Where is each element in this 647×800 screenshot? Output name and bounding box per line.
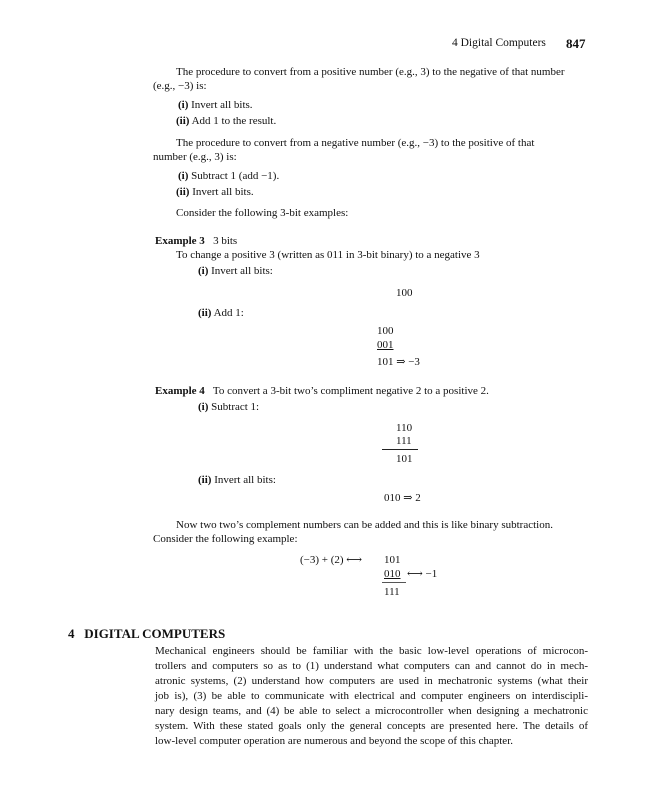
example-3-result: 101 ⇒ −3 (377, 356, 420, 368)
step-number: (ii) (198, 307, 212, 319)
body-line-1: Mechanical engineers should be familiar with the basic low-level operations of microcon- (155, 645, 588, 657)
example-3-addend-2: 001 (377, 339, 394, 351)
step-number: (ii) (176, 115, 190, 127)
body-line-5: nary design teams, and (4) be able to select a microcontroller when designing a mechatronic (155, 705, 588, 717)
addition-equation-left: (−3) + (2) ⟷ (300, 554, 363, 566)
example-4-step-2 (198, 473, 276, 487)
example-3-description: To change a positive 3 (written as 011 in 3-bit binary) to a negative 3 (176, 249, 480, 261)
addition-para-line-2: Consider the following example: (153, 533, 298, 545)
example-label: Example 4 (155, 385, 205, 397)
step-number: (ii) (198, 474, 212, 486)
step-text: Add 1: (213, 307, 244, 319)
example-4-step-1 (198, 400, 259, 414)
step-text: Add 1 to the result. (191, 115, 277, 127)
step-number: (i) (198, 265, 209, 277)
pos-procedure-line-2: number (e.g., 3) is: (153, 151, 237, 163)
pos-procedure-line-1: The procedure to convert from a negative number (e.g., −3) to the positive of that (176, 137, 535, 149)
example-4-minuend: 110 (396, 422, 413, 434)
section-heading (68, 626, 225, 642)
step-number: (i) (178, 99, 189, 111)
body-line-7: low-level computer operation are numerous and beyond the scope of this chapter. (155, 735, 513, 747)
step-text: Invert all bits. (192, 186, 254, 198)
neg-step-2 (176, 114, 276, 128)
addition-operand-2: 010 (384, 568, 401, 580)
step-text: Invert all bits: (214, 474, 276, 486)
example-3-step-2 (198, 306, 244, 320)
example-3-inverted-bits: 100 (396, 287, 413, 299)
neg-procedure-line-2: (e.g., −3) is: (153, 80, 207, 92)
body-line-3: atronic systems, (2) understand how computers are used in mechatronic systems (what their (155, 675, 588, 687)
step-number: (i) (178, 170, 189, 182)
example-description: To convert a 3-bit two’s compliment negative 2 to a positive 2. (212, 385, 489, 397)
example-4-subtrahend: 111 (396, 435, 412, 447)
section-title: DIGITAL COMPUTERS (84, 626, 226, 641)
consider-examples: Consider the following 3-bit examples: (176, 207, 349, 219)
section-number: 4 (68, 626, 75, 641)
step-text: Invert all bits: (211, 265, 273, 277)
step-text: Subtract 1 (add −1). (191, 170, 280, 182)
example-3-step-1 (198, 264, 273, 278)
pos-step-2 (176, 185, 254, 199)
running-title: 4 Digital Computers (452, 37, 546, 49)
pos-step-1 (178, 169, 279, 183)
step-text: Invert all bits. (191, 99, 253, 111)
addition-operand-1: 101 (384, 554, 401, 566)
example-4-difference: 101 (396, 453, 413, 465)
body-line-6: system. With these stated goals only the general concepts are presented here. The details of (155, 720, 588, 732)
step-text: Subtract 1: (211, 401, 260, 413)
step-number: (i) (198, 401, 209, 413)
body-line-2: trollers and computers so as to (1) understand what computers can and cannot do in mech- (155, 660, 588, 672)
example-3-heading (155, 234, 237, 248)
addition-operand-2-value: ⟷ −1 (407, 568, 438, 580)
example-label: Example 3 (155, 235, 205, 247)
addition-sum-rule (382, 582, 406, 583)
neg-procedure-line-1: The procedure to convert from a positive number (e.g., 3) to the negative of that number (176, 66, 565, 78)
addition-para-line-1: Now two two’s complement numbers can be added and this is like binary subtraction. (176, 519, 553, 531)
addition-sum: 111 (384, 586, 400, 598)
example-4-sum-rule (382, 449, 418, 450)
example-subtitle: 3 bits (213, 235, 238, 247)
neg-step-1 (178, 98, 253, 112)
example-4-heading (155, 384, 489, 398)
page-number: 847 (566, 36, 586, 51)
body-line-4: job is), (3) be able to communicate with electrical and computer engineers on interdiscipli- (155, 690, 588, 702)
example-4-result: 010 ⇒ 2 (384, 492, 421, 504)
example-3-addend-1: 100 (377, 325, 394, 337)
step-number: (ii) (176, 186, 190, 198)
